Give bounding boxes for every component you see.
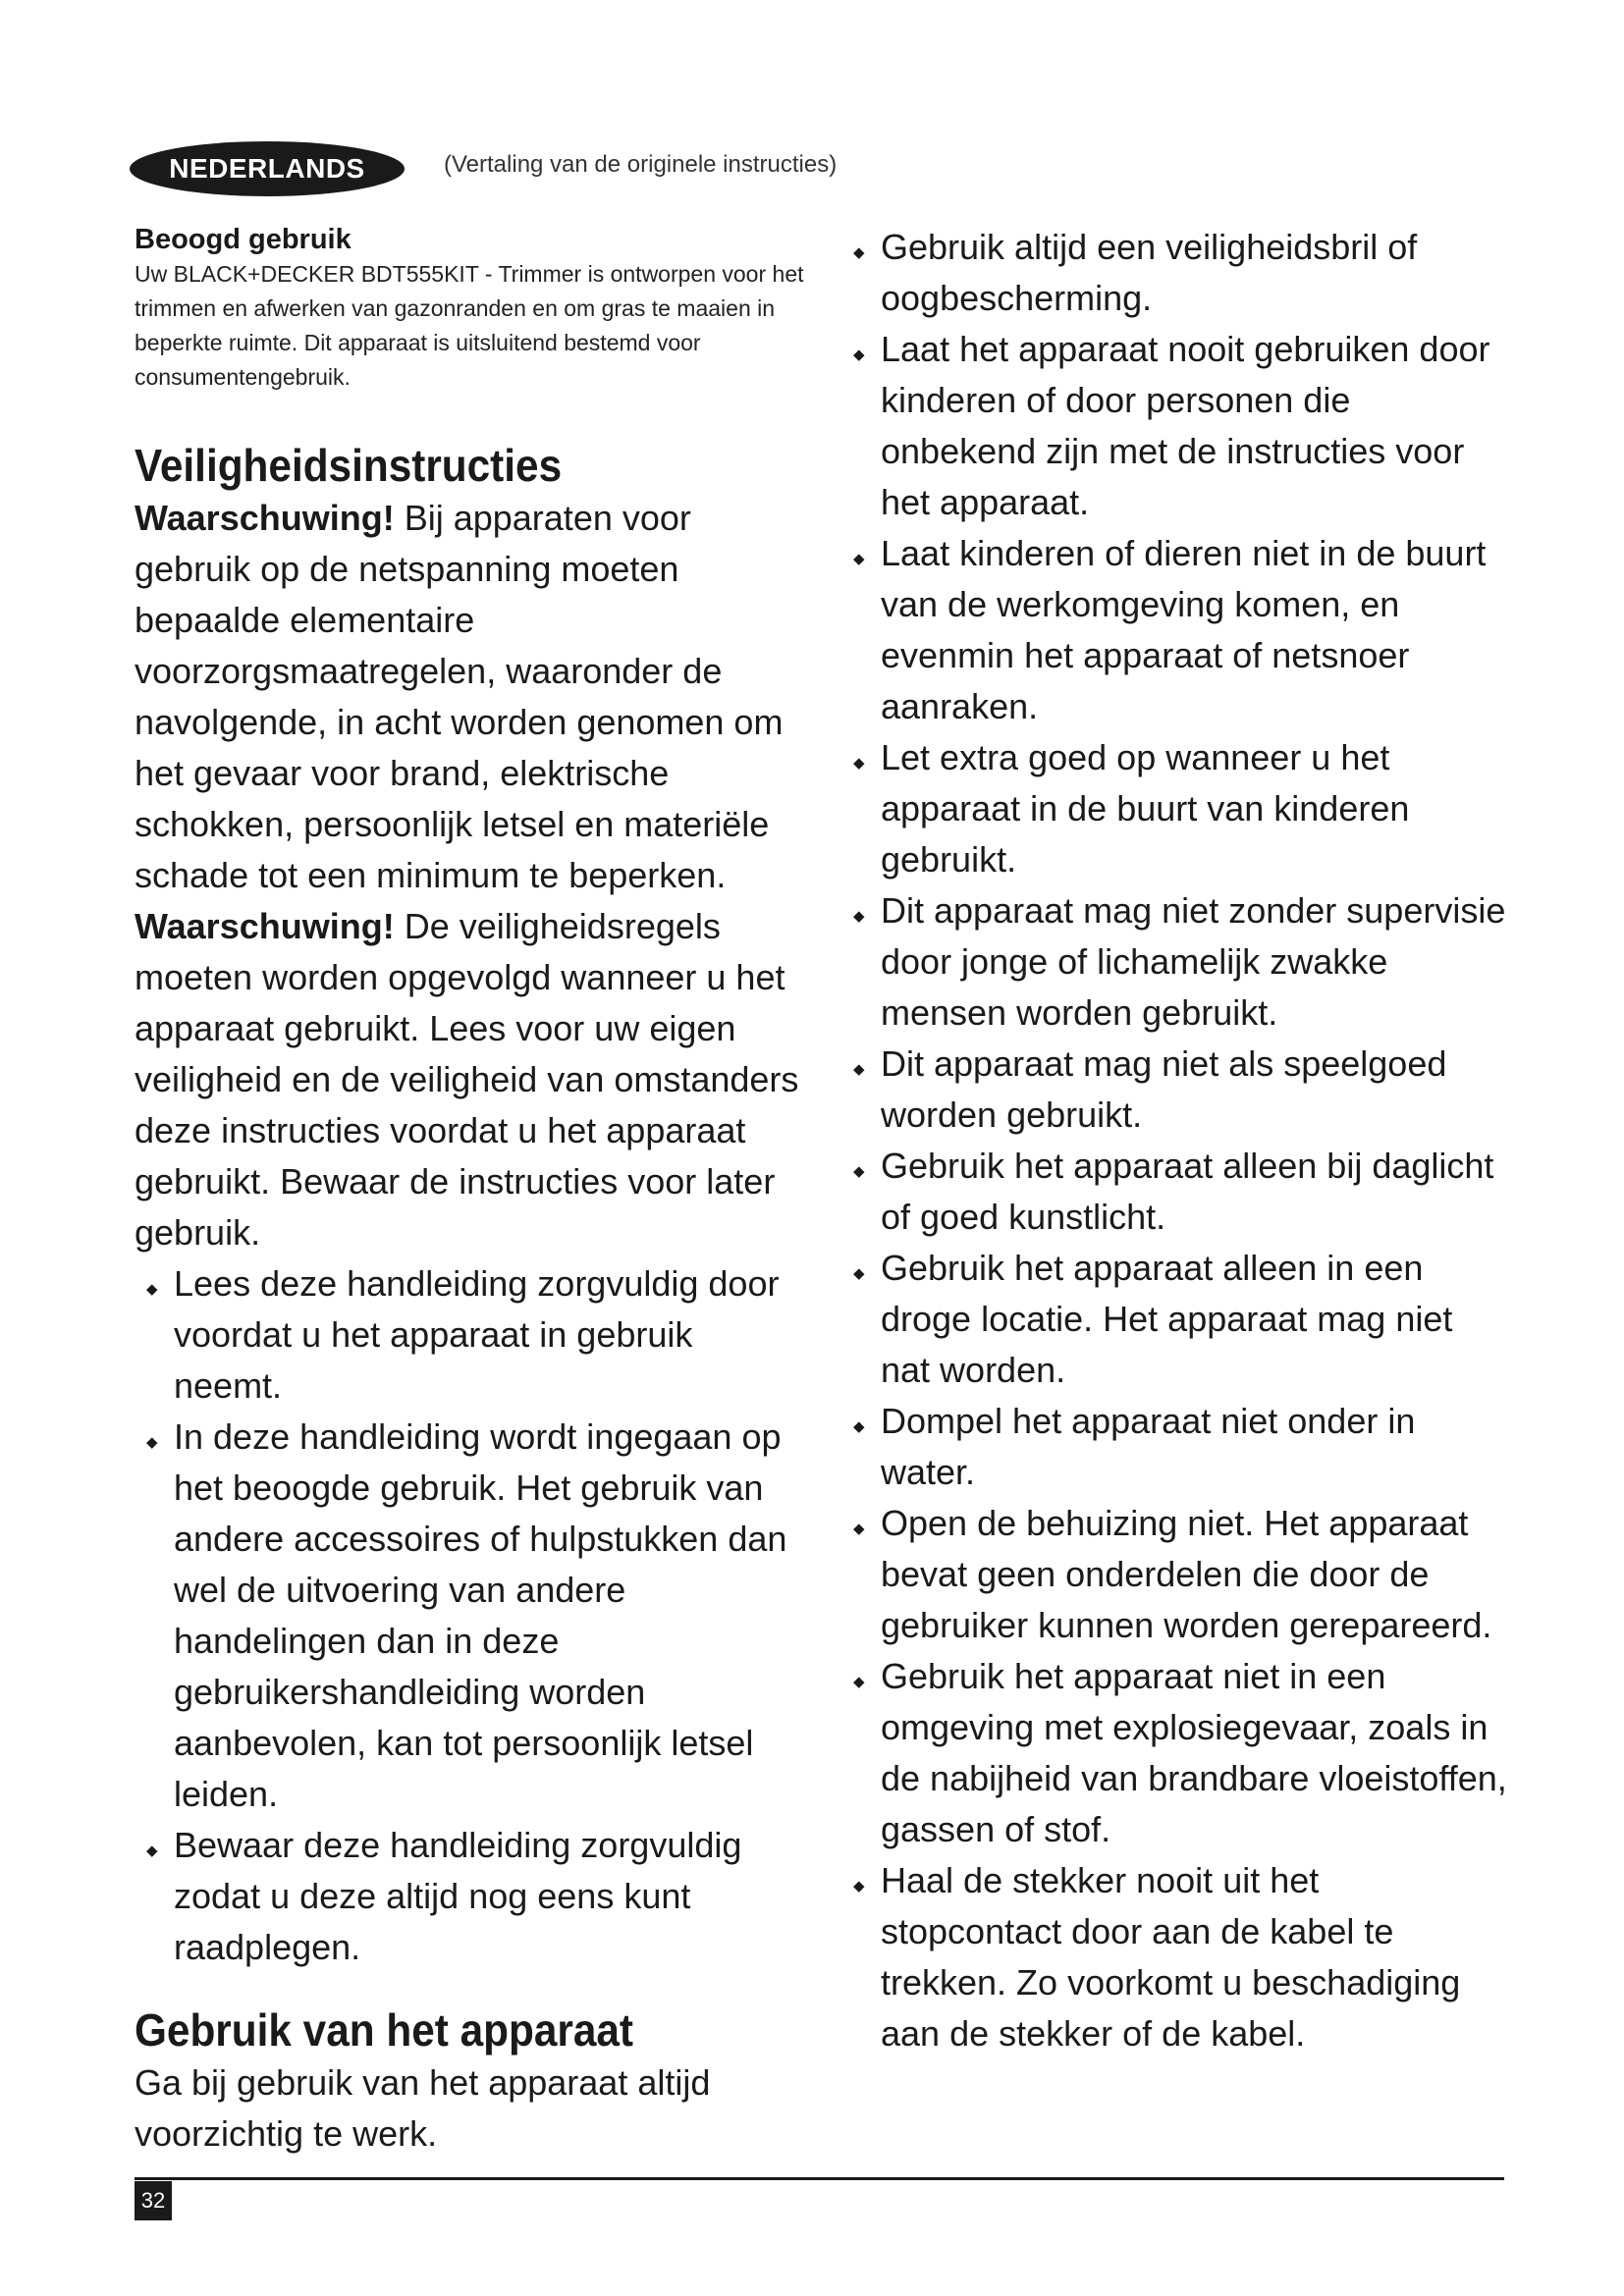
usage-bullet-6: ◆ Dit apparaat mag niet als speelgoed worden gebruikt.	[841, 1039, 1509, 1141]
intended-use-title: Beoogd gebruik	[135, 224, 352, 255]
usage-bullet-1: ◆ Gebruik altijd een veiligheidsbril of oogbescherming.	[841, 222, 1509, 324]
safety-bullet-list	[135, 1258, 810, 1973]
warning-text-2: De veiligheidsregels moeten worden opgevolgd wanneer u het apparaat gebruikt. Lees voor uw eigen veiligheid en de veiligheid van omstanders deze instructies voordat u het apparaat gebruikt. Bewaar de instructies voor later gebruik.	[135, 906, 799, 1253]
safety-bullet-3: ◆ Bewaar deze handleiding zorgvuldig zodat u deze altijd nog eens kunt raadplegen.	[135, 1820, 810, 1973]
right-column	[841, 222, 1509, 2059]
usage-bullet-12: ◆ Haal de stekker nooit uit het stopcontact door aan de kabel te trekken. Zo voorkomt u beschadiging aan de stekker of de kabel.	[841, 1855, 1509, 2059]
usage-bullet-2: ◆ Laat het apparaat nooit gebruiken door kinderen of door personen die onbekend zijn met de instructies voor het apparaat.	[841, 324, 1509, 528]
translation-note: (Vertaling van de originele instructies)	[444, 151, 838, 178]
page-number: 32	[135, 2181, 172, 2220]
safety-bullet-1: ◆ Lees deze handleiding zorgvuldig door voordat u het apparaat in gebruik neemt.	[135, 1258, 810, 1412]
usage-intro: Ga bij gebruik van het apparaat altijd voorzichtig te werk.	[135, 2062, 711, 2154]
usage-bullet-5: ◆ Dit apparaat mag niet zonder supervisie door jonge of lichamelijk zwakke mensen worden gebruikt.	[841, 885, 1509, 1039]
warning-paragraph-2	[135, 901, 810, 1258]
usage-bullet-8: ◆ Gebruik het apparaat alleen in een droge locatie. Het apparaat mag niet nat worden.	[841, 1243, 1509, 1396]
safety-bullet-2: ◆ In deze handleiding wordt ingegaan op het beoogde gebruik. Het gebruik van andere accessoires of hulpstukken dan wel de uitvoering van andere handelingen dan in deze gebruikershandleiding worden aanbevolen, kan tot persoonlijk letsel leiden.	[135, 1412, 810, 1820]
usage-bullet-11: ◆ Gebruik het apparaat niet in een omgeving met explosiegevaar, zoals in de nabijheid van brandbare vloeistoffen, gassen of stof.	[841, 1651, 1509, 1855]
left-column	[135, 222, 810, 2160]
warning-paragraph-1	[135, 493, 810, 901]
usage-bullet-list	[841, 222, 1509, 2059]
intended-use-text: Uw BLACK+DECKER BDT555KIT - Trimmer is ontworpen voor het trimmen en afwerken van gazonranden en om gras te maaien in beperkte ruimte. Dit apparaat is uitsluitend bestemd voor consumentengebruik.	[135, 261, 804, 390]
warning-label-1: Waarschuwing!	[135, 498, 395, 538]
usage-bullet-10: ◆ Open de behuizing niet. Het apparaat bevat geen onderdelen die door de gebruiker kunnen worden gerepareerd.	[841, 1498, 1509, 1651]
warning-label-2: Waarschuwing!	[135, 906, 395, 946]
safety-title: Veiligheidsinstructies	[135, 440, 563, 491]
usage-bullet-3: ◆ Laat kinderen of dieren niet in de buurt van de werkomgeving komen, en evenmin het apparaat of netsnoer aanraken.	[841, 528, 1509, 732]
footer-divider	[135, 2177, 1504, 2180]
language-badge: NEDERLANDS	[130, 141, 405, 196]
usage-title: Gebruik van het apparaat	[135, 2004, 634, 2056]
usage-bullet-9: ◆ Dompel het apparaat niet onder in water.	[841, 1396, 1509, 1498]
usage-bullet-4: ◆ Let extra goed op wanneer u het apparaat in de buurt van kinderen gebruikt.	[841, 732, 1509, 885]
usage-bullet-7: ◆ Gebruik het apparaat alleen bij daglicht of goed kunstlicht.	[841, 1141, 1509, 1243]
warning-text-1: Bij apparaten voor gebruik op de netspanning moeten bepaalde elementaire voorzorgsmaatregelen, waaronder de navolgende, in acht worden genomen om het gevaar voor brand, elektrische schokken, persoonlijk letsel en materiële schade tot een minimum te beperken.	[135, 498, 784, 895]
